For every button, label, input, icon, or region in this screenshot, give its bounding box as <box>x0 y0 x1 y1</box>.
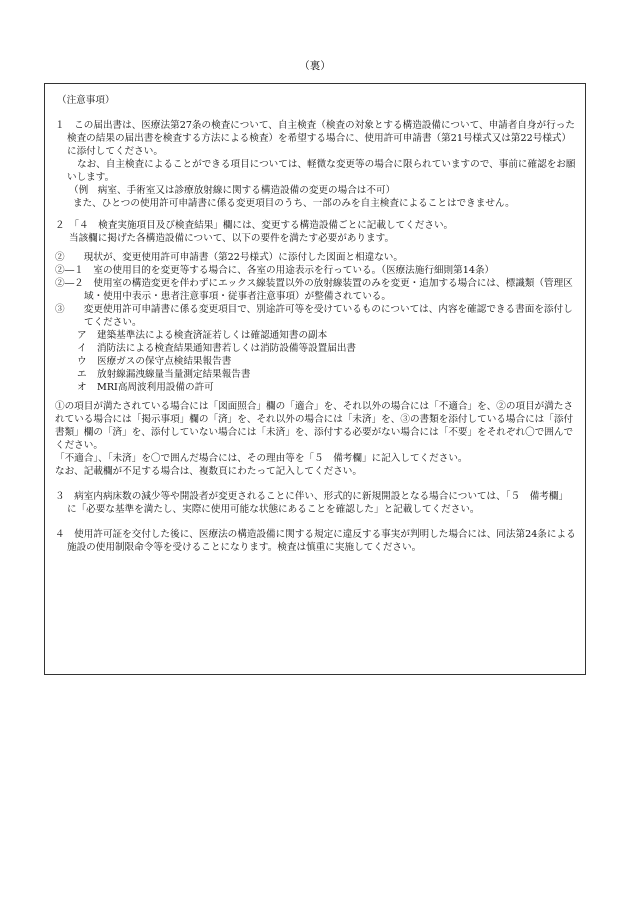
item1-example: （例 病室、手術室又は診療放射線に関する構造設備の変更の場合は不可） <box>69 185 396 196</box>
doc-kana: ア <box>77 330 87 341</box>
item2-req1: ② 現状が、変更使用許可申請書（第22号様式）に添付した図面と相違ない。 <box>55 252 403 263</box>
doc-text: 放射線漏洩線量当量測定結果報告書 <box>97 369 251 380</box>
page-label: （裏） <box>299 60 331 72</box>
item4: ４ 使用許可証を交付した後に、医療法の構造設備に関する規定に違反する事実が判明した場合には、同法第24条による施設の使用制限命令等を受けることになります。検査は慎重に実施してください。 <box>55 529 576 553</box>
item2-req2-1: ②―１ 室の使用目的を変更等する場合に、各室の用途表示を行っている。（医療法施行細則第14条） <box>55 265 495 276</box>
doc-text: 建築基準法による検査済証若しくは確認通知書の副本 <box>97 330 328 341</box>
notes-content <box>55 94 576 554</box>
doc-kana: イ <box>77 343 87 354</box>
item2-main: ２ 「４ 検査実施項目及び検査結果」欄には、変更する構造設備ごとに記載してください。 <box>55 220 454 231</box>
item1-minor: なお、自主検査によることができる項目については、軽微な変更等の場合に限られていますので、事前に確認をお願いします。 <box>67 159 576 183</box>
notes-frame <box>44 83 586 675</box>
doc-item <box>55 368 576 381</box>
item2-sub: 当該欄に掲げた各構造設備について、以下の要件を満たす必要があります。 <box>69 233 395 244</box>
doc-kana: ウ <box>77 356 87 367</box>
item2-shortage: なお、記載欄が不足する場合は、複数頁にわたって記入してください。 <box>55 466 362 477</box>
item2-req3: ③ 変更使用許可申請書に係る変更項目で、別途許可等を受けているものについては、内容を確認できる書面を添付してください。 <box>55 304 573 328</box>
doc-item <box>55 342 576 355</box>
notes-title: （注意事項） <box>57 95 115 106</box>
item1-partial: また、ひとつの使用許可申請書に係る変更項目のうち、一部のみを自主検査によることはできません。 <box>73 198 515 209</box>
doc-item <box>55 381 576 394</box>
doc-text: MRI高周波利用設備の許可 <box>97 382 214 393</box>
doc-item <box>55 355 576 368</box>
item2-req2-2: ②―２ 使用室の構造変更を伴わずにエックス線装置以外の放射線装置のみを変更・追加する場合には、標識類（管理区域・使用中表示・患者注意事項・従事者注意事項）が整備されている。 <box>55 278 573 302</box>
item1-main: １ この届出書は、医療法第27条の検査について、自主検査（検査の対象とする構造設備について、申請者自身が行った検査の結果の届出書を検査する方法による検査）を希望する場合に、使用許可申請書（第21号様式又は第22号様式）に添付してください。 <box>55 120 575 157</box>
doc-text: 医療ガスの保守点検結果報告書 <box>97 356 232 367</box>
doc-text: 消防法による検査結果通知書若しくは消防設備等設置届出書 <box>97 343 357 354</box>
item2-judgement: ①の項目が満たされている場合には「図面照合」欄の「適合」を、それ以外の場合には「不適合」を、②の項目が満たされている場合には「掲示事項」欄の「済」を、それ以外の場合には「未済」を、③の書類を添付している場合には「添付書類」欄の「済」を、添付していない場合には「未済」を、添付する必要がない場合には「不要」をそれぞれ〇で囲んでください。 <box>55 401 574 451</box>
item3: ３ 病室内病床数の減少等や開設者が変更されることに伴い、形式的に新規開設となる場合については、「５ 備考欄」に「必要な基準を満たし、実際に使用可能な状態にあることを確認した」と記載してください。 <box>55 491 569 515</box>
item2-remarks: 「不適合」、「未済」を〇で囲んだ場合には、その理由等を「５ 備考欄」に記入してください。 <box>55 453 468 464</box>
doc-item <box>55 329 576 342</box>
doc-kana: オ <box>77 382 87 393</box>
doc-kana: エ <box>77 369 87 380</box>
